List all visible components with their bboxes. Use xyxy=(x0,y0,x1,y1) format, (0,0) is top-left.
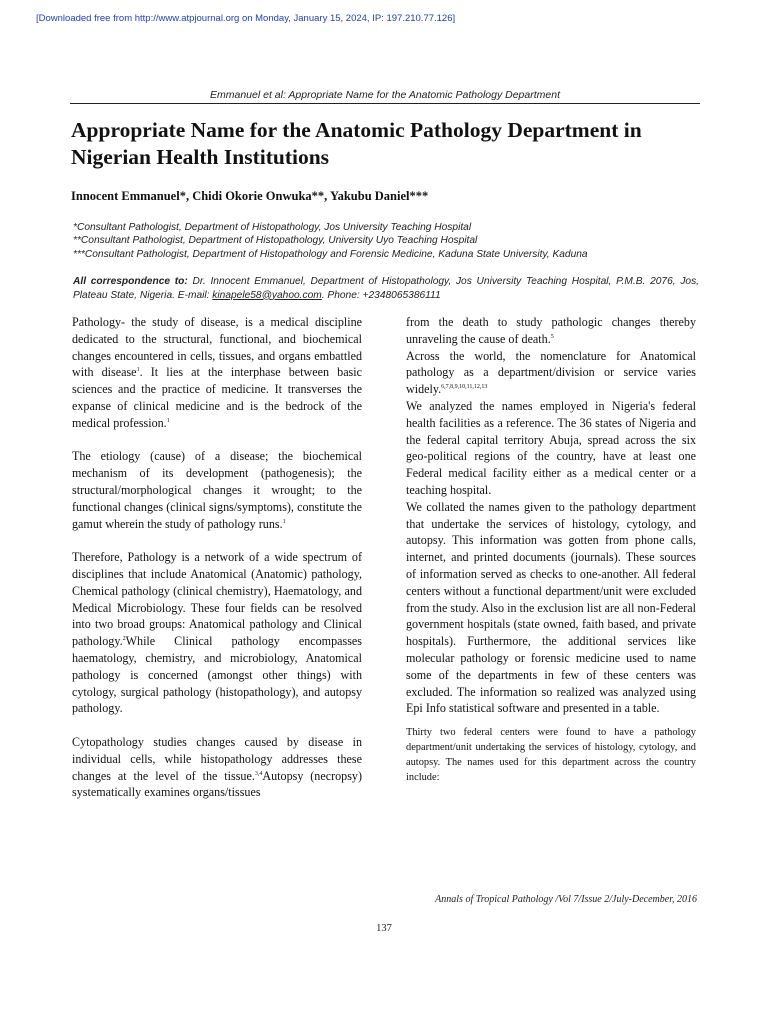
author-list: Innocent Emmanuel*, Chidi Okorie Onwuka**, Yakubu Daniel*** xyxy=(71,189,429,203)
email-link[interactable]: kinapele58@yahoo.com xyxy=(212,289,322,301)
affiliation-2: **Consultant Pathologist, Department of Histopathology, University Uyo Teaching Hospital xyxy=(73,235,478,247)
article-title: Appropriate Name for the Anatomic Pathology Department in Nigerian Health Institutions xyxy=(71,118,642,169)
affiliations xyxy=(73,221,713,261)
paragraph: Across the world, the nomenclature for Anatomical pathology as a department/division or service varies widely.$^{6,7,8,9,10,11,12,13}$ xyxy=(406,348,696,397)
download-notice: [Downloaded free from http://www.atpjournal.org on Monday, January 15, 2024, IP: 197.210.77.126] xyxy=(36,13,456,24)
paragraph: Thirty two federal centers were found to have a pathology department/unit undertaking the services of histology, cytology, and autopsy. The names used for this department across the country include: xyxy=(406,727,696,784)
paragraph: The etiology (cause) of a disease; the biochemical mechanism of its development (pathogenesis); the structural/morphological changes it wrought; to the functional changes (clinical signs/symptoms), constitute the gamut wherein the study of pathology runs.$^1$ xyxy=(72,449,362,531)
right-column xyxy=(406,314,696,785)
header-rule xyxy=(70,103,700,104)
paragraph: Cytopathology studies changes caused by disease in individual cells, while histopathology addresses these changes at the level of the tissue.$^{3,4}$Autopsy (necropsy) systematically examines organs/tissues xyxy=(72,734,362,800)
paragraph: We collated the names given to the pathology department that undertake the services of histology, cytology, and autopsy. This information was gotten from phone calls, internet, and printed documents (journals). These sources of information served as checks to one-another. All federal centers without a functional department/unit were excluded from the study. Also in the exclusion list are all non-Federal government hospitals (state owned, faith based, and private hospitals). Furthermore, the additional services like molecular pathology or forensic medicine used to name some of the departments in few of these centers was excluded. The information so realized was analyzed using Epi Info statistical software and presented in a table. xyxy=(406,499,696,716)
correspondence-phone: . Phone: +2348065386111 xyxy=(321,289,441,301)
paragraph: Pathology- the study of disease, is a medical discipline dedicated to the structural, functional, and biochemical changes encountered in cells, tissues, and organs embattled with disease$^1$. It lies at the interphase between basic sciences and the practice of medicine. It transverses the expanse of clinical medicine and is the bedrock of the medical profession.$^1$ xyxy=(72,315,362,430)
paragraph: We analyzed the names employed in Nigeria's federal health facilities as a reference. The 36 states of Nigeria and the federal capital territory Abuja, spread across the six geo-political regions of the country, have at least one Federal medical facility either as a medical center or a teaching hospital. xyxy=(406,398,696,497)
paragraph: Therefore, Pathology is a network of a wide spectrum of disciplines that include Anatomical (Anatomic) pathology, Chemical pathology (clinical chemistry), Haematology, and Medical Microbiology. These four fields can be resolved into two broad groups: Anatomical pathology and Clinical pathology.$^2$While Clinical pathology encompasses haematology, chemistry, and microbiology, Anatomical pathology is concerned (amongst other things) with cytology, surgical pathology (histopathology), and autopsy pathology. xyxy=(72,550,362,716)
journal-footer: Annals of Tropical Pathology /Vol 7/Issue 2/July-December, 2016 xyxy=(435,894,697,905)
correspondence-label: All correspondence to: xyxy=(73,276,188,287)
affiliation-1: *Consultant Pathologist, Department of Histopathology, Jos University Teaching Hospital xyxy=(73,222,472,233)
page-number: 137 xyxy=(376,923,392,934)
running-head: Emmanuel et al: Appropriate Name for the Anatomic Pathology Department xyxy=(210,89,560,101)
paragraph: from the death to study pathologic changes thereby unraveling the cause of death.$^5$ xyxy=(406,315,696,346)
affiliation-3: ***Consultant Pathologist, Department of Histopathology and Forensic Medicine, Kaduna State University, Kaduna xyxy=(73,248,588,260)
correspondence-text: Dr. Innocent Emmanuel, Department of Histopathology, Jos University Teaching Hospital, P.M.B. 2076, Jos, Plateau State, Nigeria. E-mail: xyxy=(73,276,700,301)
left-column xyxy=(72,314,362,801)
correspondence xyxy=(73,275,699,302)
